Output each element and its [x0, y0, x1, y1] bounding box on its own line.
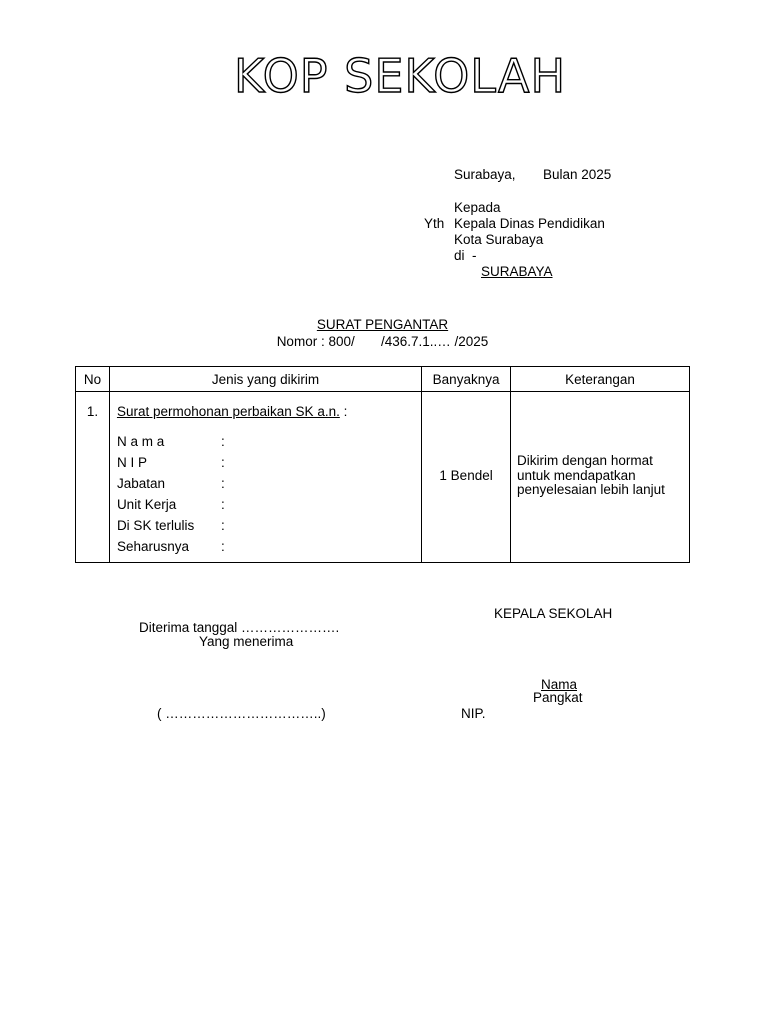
- letter-heading: SURAT PENGANTAR: [316, 317, 449, 332]
- field-label: Di SK terlulis: [116, 518, 195, 533]
- principal-rank: Pangkat: [533, 690, 583, 705]
- row-note-line: untuk mendapatkan: [517, 467, 636, 483]
- field-label: Seharusnya: [116, 539, 189, 554]
- field-colon: :: [220, 434, 225, 449]
- field-colon: :: [220, 497, 225, 512]
- row-note-line: Dikirim dengan hormat: [517, 453, 653, 468]
- field-row: [117, 497, 417, 513]
- field-row: [117, 455, 417, 471]
- field-label: N a m a: [116, 434, 165, 449]
- principal-name: Nama: [541, 677, 578, 692]
- header-jenis: Jenis yang dikirim: [109, 367, 421, 392]
- field-row: [117, 434, 417, 450]
- recipient-line-2: Kota Surabaya: [454, 232, 544, 247]
- receiver-signature: ( ……………………………..): [157, 706, 326, 721]
- letterhead-title: KOP SEKOLAH: [233, 49, 567, 103]
- row-note-line: penyelesaian lebih lanjut: [517, 482, 665, 497]
- row-subject: Surat permohonan perbaikan SK a.n.: [116, 404, 340, 419]
- field-row: [117, 476, 417, 492]
- city-label: Surabaya,: [454, 167, 516, 182]
- field-label: Jabatan: [116, 476, 165, 491]
- header-keterangan: Keterangan: [511, 367, 690, 392]
- principal-nip: NIP.: [461, 706, 486, 721]
- field-label: Unit Kerja: [116, 497, 177, 512]
- items-table: [75, 366, 690, 563]
- principal-title: KEPALA SEKOLAH: [494, 606, 613, 621]
- receiver-label: Yang menerima: [199, 634, 294, 649]
- header-banyaknya: Banyaknya: [422, 367, 511, 392]
- received-date: Diterima tanggal ………………….: [139, 620, 340, 635]
- header-no: No: [76, 367, 110, 392]
- field-row: [117, 539, 417, 555]
- recipient-line-1: Kepala Dinas Pendidikan: [454, 216, 605, 231]
- field-colon: :: [220, 455, 225, 470]
- field-label: N I P: [116, 455, 147, 470]
- letter-date: Bulan 2025: [543, 167, 612, 182]
- yth-label: Yth: [424, 216, 445, 231]
- letter-number: Nomor : 800/ /436.7.1..… /2025: [276, 334, 489, 349]
- field-colon: :: [220, 476, 225, 491]
- field-colon: :: [220, 539, 225, 554]
- table-row: [76, 392, 690, 563]
- field-row: [117, 518, 417, 534]
- row-number: 1.: [86, 404, 99, 419]
- recipient-city: SURABAYA: [481, 264, 553, 279]
- kepada-label: Kepada: [454, 200, 501, 215]
- field-colon: :: [220, 518, 225, 533]
- recipient-di: di -: [454, 248, 477, 263]
- table-header-row: [76, 367, 690, 392]
- row-quantity: 1 Bendel: [439, 468, 493, 483]
- row-subject-colon: :: [343, 404, 348, 419]
